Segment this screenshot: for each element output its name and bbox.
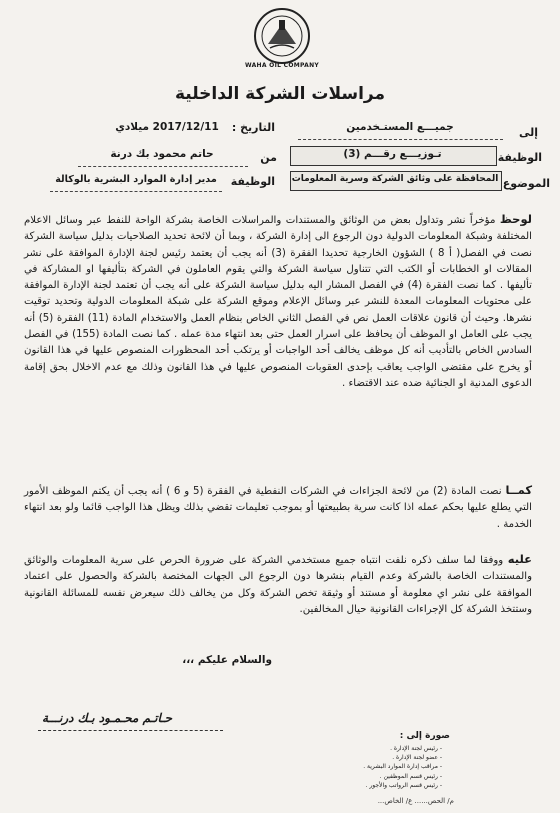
closing-greeting: والسلام عليكم ،،، bbox=[182, 654, 272, 666]
cc-item: - مراقب إدارة الموارد البشرية . bbox=[312, 762, 442, 771]
cc-item: - رئيس قسم الموظفين . bbox=[312, 772, 442, 781]
cc-title: صورة إلى : bbox=[399, 731, 450, 741]
from-job-underline bbox=[50, 191, 222, 192]
cc-item: - عضو لجنة الإدارة . bbox=[312, 753, 442, 762]
page-title: مراسلات الشركة الداخلية bbox=[174, 84, 386, 104]
cc-item: - رئيس قسم الرواتب والأجور . bbox=[312, 781, 442, 790]
company-logo bbox=[248, 6, 316, 68]
signature-line bbox=[38, 730, 223, 731]
date-label: التاريخ : bbox=[231, 121, 275, 134]
paragraph-3-text: ووفقا لما سلف ذكره نلفت انتباه جميع مستخدمي الشركة على ضرورة الحرص على سرية المعلومات والوثائق والمستندات الخاصة بالشركة وعدم القيام بنشرها دون الرجوع الى الجهات المختصة بالشركة والحصول على اعتماد الموافقة على نشر اي معلومة أو مستند أو وثيقة تخص الشركة وكل من يخالف ذلك سيعرض نفسه للمسائلة القانونية وستتخذ الشركة كل الإجراءات القانونية حيال المخالفين. bbox=[24, 555, 532, 615]
paragraph-1 bbox=[24, 211, 532, 392]
from-label: من bbox=[260, 151, 277, 164]
paragraph-1-text: مؤخراً نشر وتداول بعض من الوثائق والمستندات والمراسلات الخاصة بشركة الواحة للنفط عبر وسائل الاعلام المختلفة وشبكة المعلومات الدولية دون الرجوع الى إدارة الشركة ، وبما أن لائحة تحديد الصلاحيات بدليل سياسة الشركة نصت في الفصل( أ 8 ) الشؤون الخارجية تحديدا الفقرة (3) أنه يجب أن يعتمد رئيس لجنة الإدارة الموافقة على نشر المقالات او الخطابات أو الكتب التي تتناول سياسة الشركة والتي يقوم العاملون في الشركة بتأليفها او المشاركة في تأليفها . كما نصت الفقرة (4) في الفصل المشار اليه بدليل سياسة الشركة على أنه يجب أن تعتمد لجنة الإدارة الموافقة على محتويات المعلومات المعدة للنشر عبر وسائل الإعلام وموقع الشركة على شبكة المعلومات الدولية وتحديد توقيت نشرها. وحيث أن قانون علاقات العمل نص في الفصل الثاني الخاص بنظام العمل والاستخدام المادة (11) الفقرة (5) أنه يجب على العامل او الموظف أن يحافظ على اسرار العمل حتى بعد انتهاء مدة عمله . كما نصت المادة (155) في الفصل السادس الخاص بالتأديب أنه كل موظف يخالف أحد الواجبات أو يرتكب أحد المحظورات المنصوص عليها في هذا القانون أو يخرج على مقتضى الواجب يعاقب بإحدى العقوبات المنصوص عليها في هذا القانون وذلك مع عدم الاخلال بحق إقامة الدعوى المدنية او الجنائية ضده عند الاقتضاء . bbox=[24, 215, 532, 389]
paragraph-2-text: نصت المادة (2) من لائحة الجزاءات في الشركات النفطية في الفقرة (5 و 6 ) أنه يجب أن يكتم الموظف الأمور التي يطلع عليها بحكم عمله اذا كانت سرية بطبيعتها أو بموجب تعليمات تقضي بذلك ويظل هذا الواجب قائما ولو بعد انتهاء الخدمة . bbox=[24, 486, 532, 530]
paragraph-3-lead: عليه bbox=[507, 552, 532, 566]
paragraph-2-lead: كمــا bbox=[505, 483, 533, 497]
job-label: الوظيفة bbox=[497, 151, 542, 164]
from-job-value: مدير إدارة الموارد البشرية بالوكالة bbox=[55, 174, 217, 185]
to-value: جميـــع المستـخدمين bbox=[346, 121, 454, 133]
date-value: 2017/12/11 ميلادي bbox=[115, 121, 219, 133]
to-label: إلى bbox=[518, 126, 538, 139]
signature-name: حـاتـم محـمـود بـك درنـــة bbox=[42, 711, 173, 725]
paragraph-3 bbox=[24, 551, 532, 618]
job-value: تـوزيـــع رقـــم (3) bbox=[343, 148, 442, 160]
from-underline bbox=[78, 166, 248, 167]
from-job-label: الوظيفة bbox=[230, 175, 275, 188]
paragraph-1-lead: لوحظ bbox=[499, 212, 532, 226]
footer-note: م/ الحص...... ع/ الخاص... bbox=[377, 797, 454, 805]
from-value: حاتم محمود بك درنة bbox=[110, 148, 214, 160]
cc-list bbox=[312, 744, 442, 790]
cc-item: - رئيس لجنة الإدارة . bbox=[312, 744, 442, 753]
logo-english-text: WAHA OIL COMPANY bbox=[244, 62, 320, 69]
to-underline bbox=[298, 139, 503, 140]
subject-value: المحافظة على وثائق الشركة وسرية المعلومات bbox=[291, 174, 499, 184]
paragraph-2 bbox=[24, 482, 532, 533]
subject-label: الموضوع bbox=[502, 177, 550, 190]
